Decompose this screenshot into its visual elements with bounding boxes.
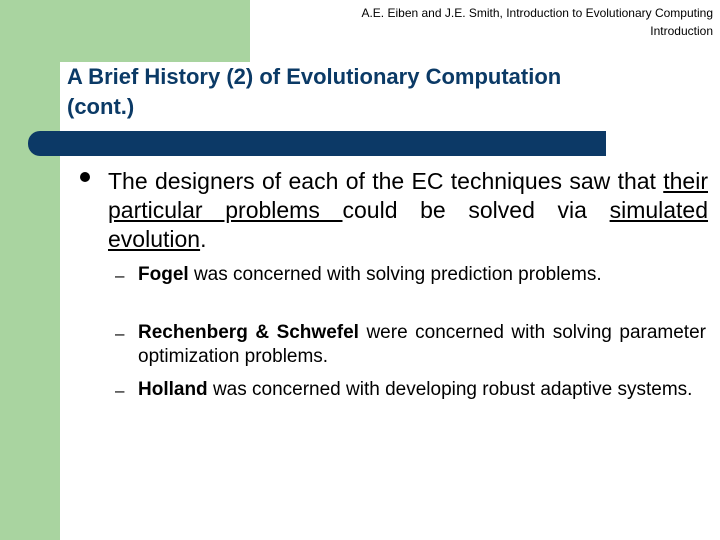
title-line-2: (cont.): [67, 94, 135, 119]
sub-bullet-dash: –: [115, 381, 125, 400]
sub-bullet-text: was concerned with solving prediction problems.: [188, 264, 602, 285]
main-text-underlined1: their particular problems: [108, 168, 708, 223]
main-text-part3: .: [200, 226, 207, 252]
sub-bullet-name: Rechenberg & Schwefel: [138, 322, 359, 343]
slide-header: [361, 4, 713, 40]
slide-title: [67, 62, 707, 122]
sub-bullet-text: were concerned with solving parameter optimization problems.: [138, 322, 706, 367]
sub-bullet-rechenberg-schwefel: [138, 321, 706, 369]
header-line-2: Introduction: [650, 24, 713, 38]
sub-bullet-name: Holland: [138, 379, 208, 400]
header-line-1: A.E. Eiben and J.E. Smith, Introduction to Evolutionary Computing: [361, 6, 713, 20]
title-line-1: A Brief History (2) of Evolutionary Computation: [67, 64, 562, 89]
sub-bullet-dash: –: [115, 266, 125, 285]
sub-bullet-fogel: [138, 263, 706, 287]
sub-bullet-dash: –: [115, 324, 125, 343]
sub-bullet-name: Fogel: [138, 264, 189, 285]
sub-bullet-text: was concerned with developing robust adaptive systems.: [207, 379, 693, 400]
main-text-part2: could be solved via: [342, 197, 610, 223]
top-decor-block: [0, 0, 250, 62]
main-text-underlined2: simulated evolution: [108, 197, 709, 252]
title-underline-bar: [28, 131, 606, 156]
sub-bullet-holland: [138, 378, 706, 402]
main-bullet-text: [108, 167, 708, 254]
left-decor-strip: [0, 0, 60, 540]
main-text-part1: The designers of each of the EC techniques saw that: [108, 168, 664, 194]
main-bullet-dot: [80, 172, 90, 182]
